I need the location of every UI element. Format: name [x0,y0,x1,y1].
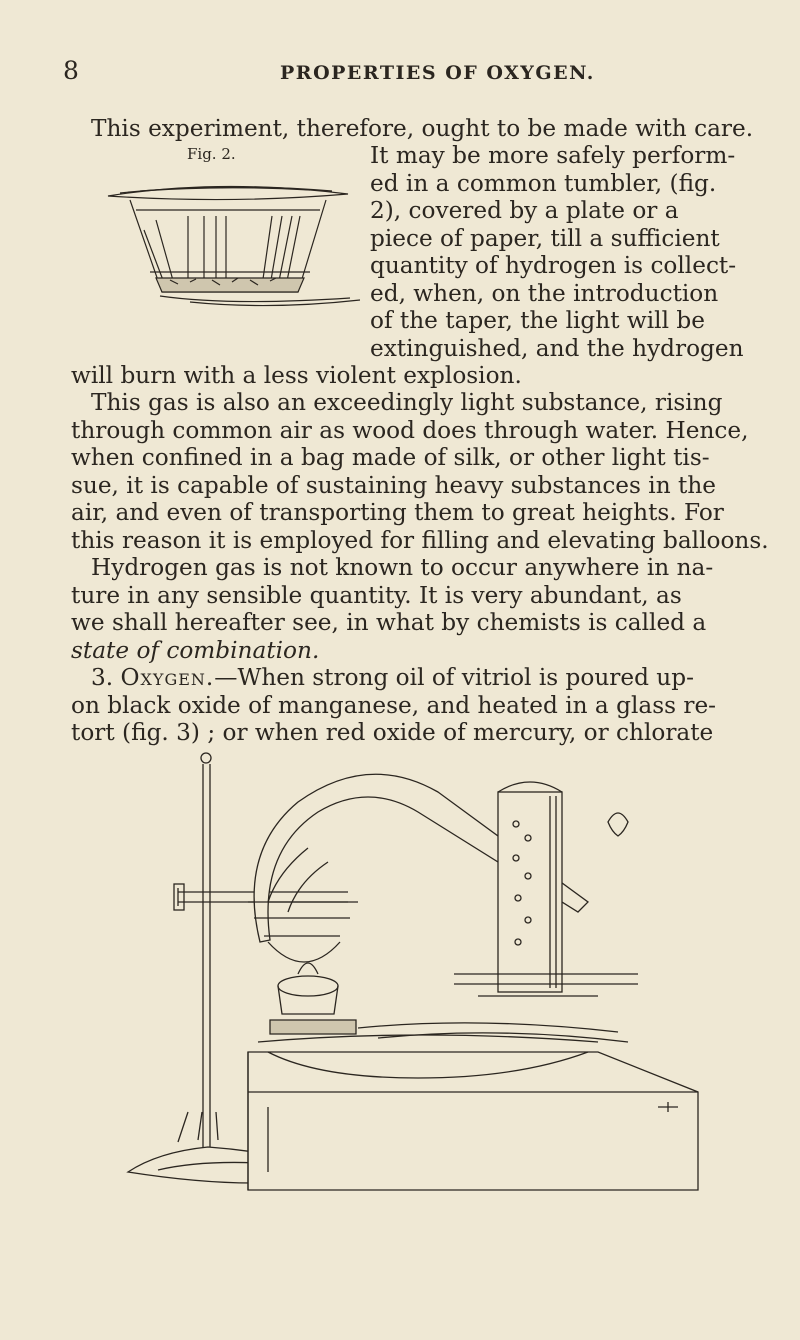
text-line: sue, it is capable of sustaining heavy substances in the [71,471,716,499]
text-line: ture in any sensible quantity. It is very abundant, as [71,581,682,609]
section-text: —When strong oil of vitriol is poured up- [214,664,694,691]
text-line: through common air as wood does through water. Hence, [71,416,749,444]
paragraph-1-first-line [91,115,771,143]
figure-3-retort-apparatus-illustration [118,752,708,1194]
text-line: of the taper, the light will be [370,307,705,334]
section-number: 3. [91,664,114,691]
text-line: we shall hereafter see, in what by chemists is called a [71,609,707,636]
section-heading: Oxygen. [120,664,215,691]
paragraph-1-last-line [71,362,771,390]
italic-phrase: state of combination. [71,636,320,664]
text-line: This experiment, therefore, ought to be made with care. [91,115,754,142]
text-line: extinguished, and the hydrogen [370,334,744,362]
page-header [60,56,760,86]
figure-2-label: Fig. 2. [187,145,236,163]
text-line: Hydrogen gas is not known to occur anywhere in na- [91,554,714,581]
text-line: 2), covered by a plate or a [370,197,679,224]
text-line: quantity of hydrogen is collect- [370,252,737,279]
text-line: tort (fig. 3) ; or when red oxide of mercury, or chlorate [71,719,714,746]
text-line: ed, when, on the introduction [370,279,719,307]
text-line: It may be more safely perform- [370,142,736,169]
page-number: 8 [63,56,79,85]
text-line: piece of paper, till a sufficient [370,224,720,252]
text-line: when confined in a bag made of silk, or other light tis- [71,444,710,471]
paragraph-3 [71,554,771,664]
text-line [91,664,771,692]
text-line [71,637,771,665]
text-line: will burn with a less violent explosion. [71,362,522,389]
text-line: air, and even of transporting them to great heights. For [71,499,724,526]
running-title: PROPERTIES OF OXYGEN. [280,62,595,84]
text-line: on black oxide of manganese, and heated in a glass re- [71,691,717,719]
text-line: ed in a common tumbler, (fig. [370,169,717,197]
text-line: This gas is also an exceedingly light substance, rising [91,389,723,416]
text-line: this reason it is employed for filling and elevating balloons. [71,526,769,554]
paragraph-4 [71,664,771,747]
figure-2-tumbler-illustration [100,160,362,310]
paragraph-1-wrapped [370,142,770,362]
paragraph-2 [71,389,771,554]
